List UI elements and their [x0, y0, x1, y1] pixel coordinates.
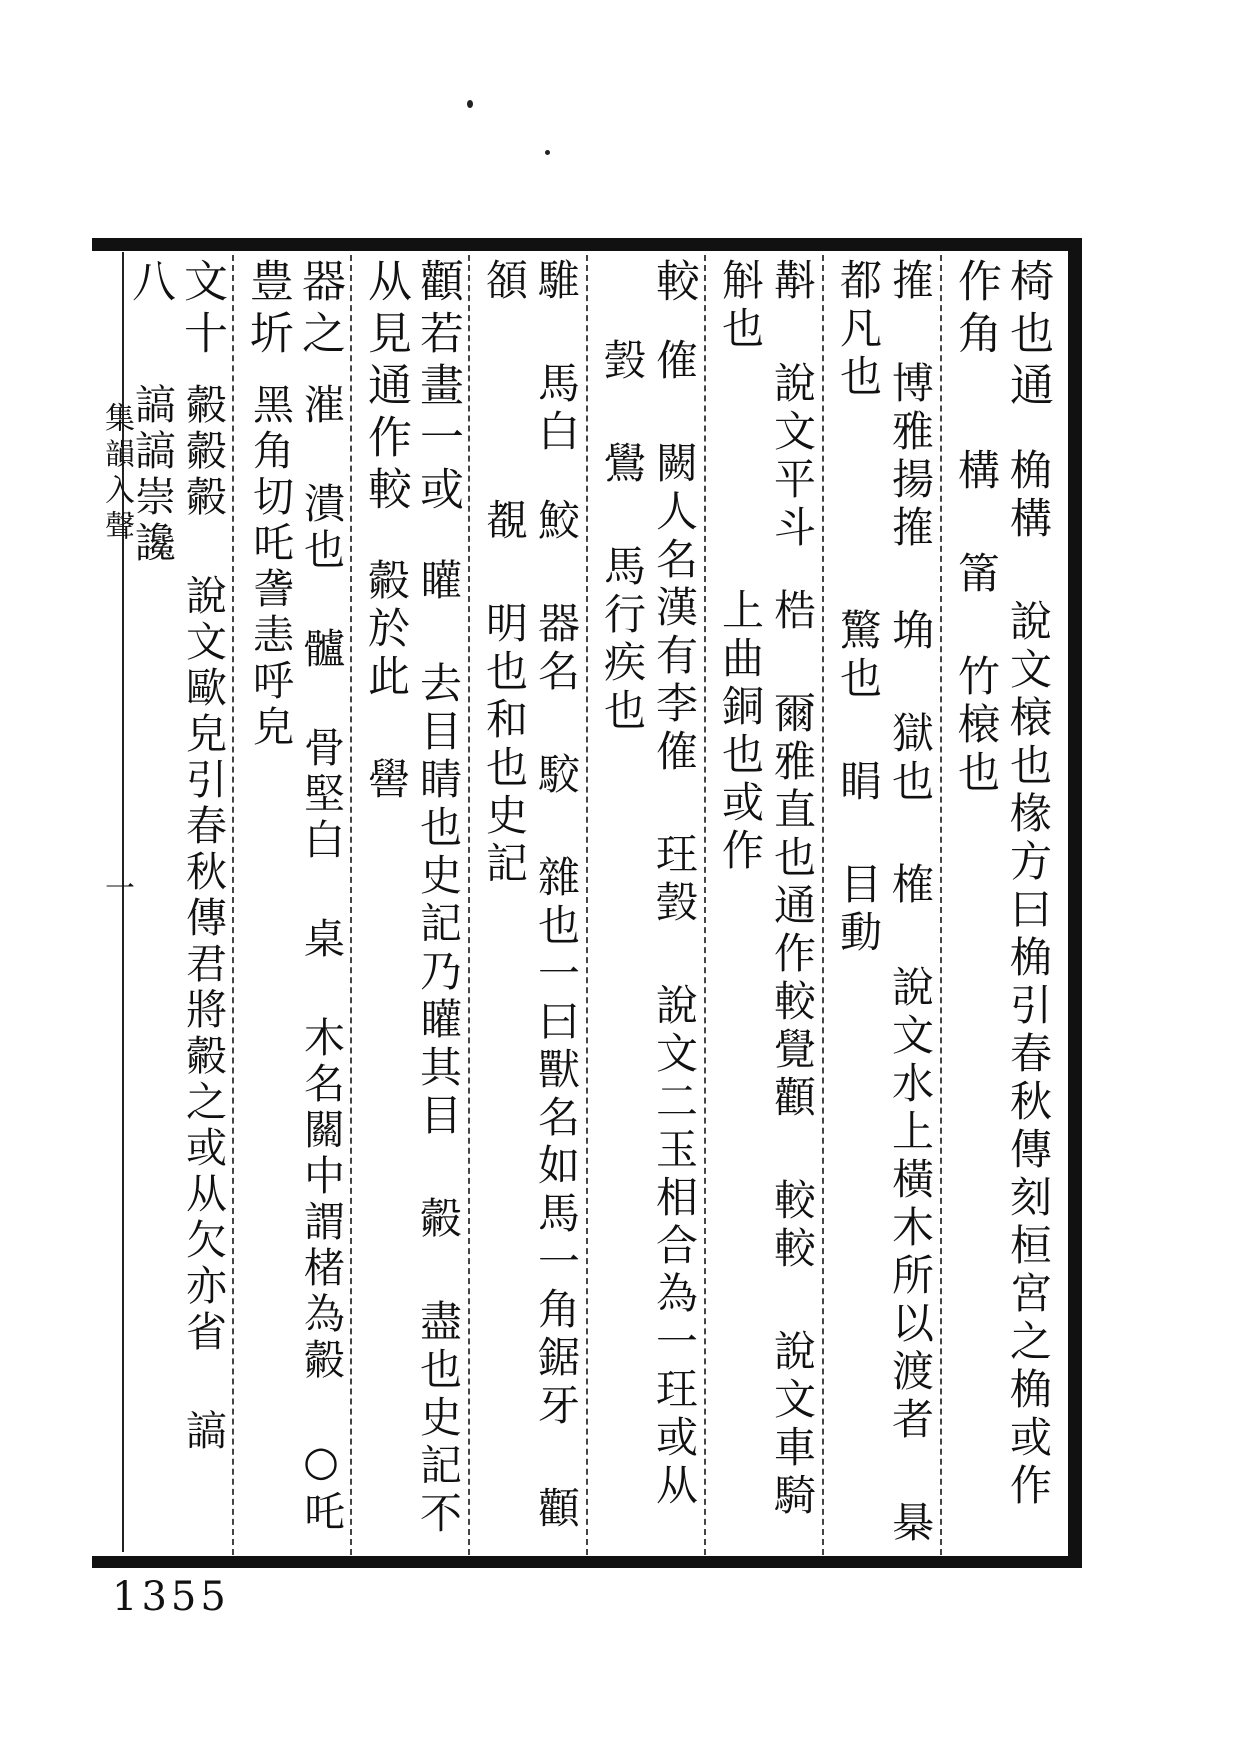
page-margin	[92, 252, 134, 1552]
column-6-body: 矔 去目睛也史記乃矔其目 㲉 盡也史記不㲉於此 嚳	[362, 558, 463, 1539]
column-separator	[940, 255, 942, 1555]
column-7-line-right: 器之	[294, 258, 345, 362]
right-rule	[1068, 238, 1082, 1568]
column-8-line-right: 文十	[176, 258, 227, 362]
column-8-line-left: 八	[124, 258, 175, 310]
column-separator	[586, 255, 588, 1555]
column-6-line-right: 顴若畫一或	[412, 258, 463, 518]
column-5-body: 鮫 器名 駮 雜也一曰獸名如馬一角鋸牙 顴覩 明也和也史記	[480, 498, 581, 1534]
column-8-body: 㲉㲉㲉 說文歐皃引春秋傳君將㲉之或从欠亦省 謞 謞謞崇讒	[128, 383, 227, 1455]
text-column-7	[240, 258, 348, 1548]
column-separator	[704, 255, 706, 1555]
column-5-head: 騅 馬白頟	[480, 258, 581, 457]
text-column-2	[830, 258, 938, 1548]
column-4-body: 傕 闕人名漢有李傕 玨瑴 說文二玉相合為一玨或从瑴 鷽 馬行疾也	[598, 338, 699, 1511]
column-4-head: 較	[648, 258, 699, 310]
column-2-head: 搉 博雅揚搉都凡也	[834, 258, 935, 553]
column-3-body: 梏 爾雅直也通作較覺顴 較較 說文車騎上曲銅也或作	[716, 588, 817, 1521]
page-number: 1355	[112, 1574, 230, 1620]
bottom-rule	[92, 1556, 1082, 1568]
column-1-line-left: 作角	[950, 258, 1001, 362]
ink-speck	[545, 150, 550, 155]
text-column-4	[594, 258, 702, 1548]
column-separator	[232, 255, 234, 1555]
text-column-1	[948, 258, 1056, 1548]
text-column-3	[712, 258, 820, 1548]
column-6-line-left: 从見通作較	[360, 258, 411, 518]
column-7-line-left: 豊圻	[242, 258, 293, 362]
ink-speck	[467, 100, 473, 108]
column-separator	[822, 255, 824, 1555]
margin-title: 集韻入聲	[99, 402, 134, 546]
page-frame	[92, 238, 1082, 1568]
column-7-body: 漼 潰也 髗 骨堅白 桌 木名關中謂楮為㲉 ○吒 黑角切吒詟恚呼皃	[246, 383, 345, 1536]
text-column-6	[358, 258, 466, 1548]
column-separator	[468, 255, 470, 1555]
text-column-8	[122, 258, 230, 1548]
column-2-body: 埆 獄也 榷 說文水上橫木所以渡者 㮂 驚也 睊 目動	[834, 608, 935, 1548]
margin-folio: 一	[99, 872, 134, 908]
text-column-5	[476, 258, 584, 1548]
top-rule	[92, 238, 1082, 251]
column-separator	[350, 255, 352, 1555]
column-3-head: 斠 說文平斗斛也	[716, 258, 817, 553]
column-1-body: 桷構 說文榱也椽方曰桷引春秋傳刻桓宮之桷或作構 筩 竹榱也	[952, 448, 1053, 1511]
column-1-line-right: 椅也通	[1002, 258, 1053, 414]
